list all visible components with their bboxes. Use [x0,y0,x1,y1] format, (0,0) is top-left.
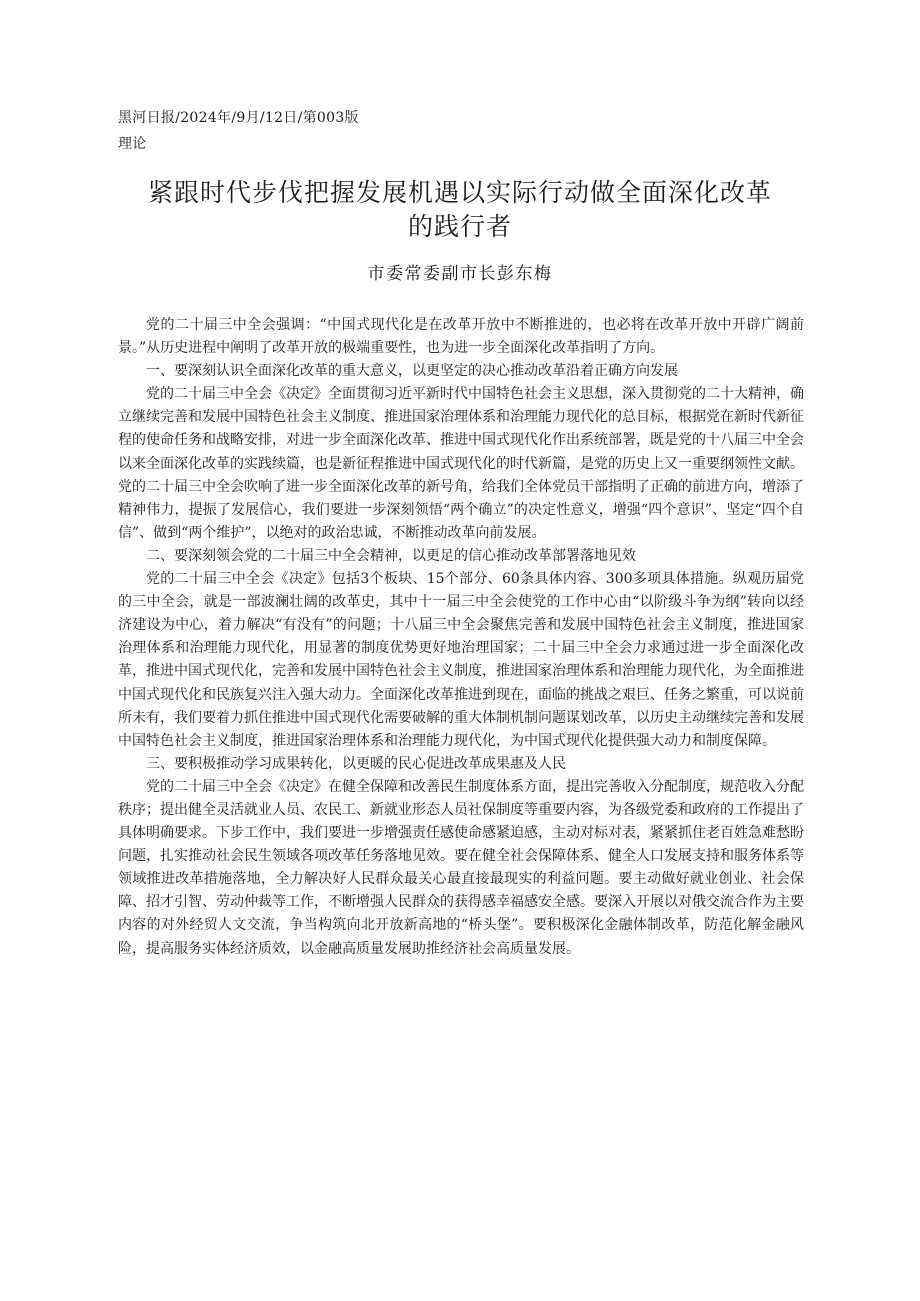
paragraph-section-2: 党的二十届三中全会《决定》包括3个板块、15个部分、60条具体内容、300多项具体措施。纵观历届党的三中全会，就是一部波澜壮阔的改革史，其中十一届三中全会使党的工作中心由“以阶级斗争为纲”转向以经济建设为中心，着力解决“有没有”的问题；十八届三中全会聚焦完善和发展中国特色社会主义制度，推进国家治理体系和治理能力现代化，用显著的制度优势更好地治理国家；二十届三中全会力求通过进一步全面深化改革，推进中国式现代化，完善和发展中国特色社会主义制度，推进国家治理体系和治理能力现代化，为全面推进中国式现代化和民族复兴注入强大动力。全面深化改革推进到现在，面临的挑战之艰巨、任务之繁重，可以说前所未有，我们要着力抓住推进中国式现代化需要破解的重大体制机制问题谋划改革，以历史主动继续完善和发展中国特色社会主义制度，推进国家治理体系和治理能力现代化，为中国式现代化提供强大动力和制度保障。 [118,571,804,749]
section-heading-3: 三、要积极推动学习成果转化，以更暖的民心促进改革成果惠及人民 [146,755,566,772]
paragraph-intro: 党的二十届三中全会强调：“中国式现代化是在改革开放中不断推进的，也必将在改革开放中开辟广阔前景。”从历史进程中阐明了改革开放的极端重要性，也为进一步全面深化改革指明了方向。 [118,317,804,357]
section-label: 理论 [118,136,147,152]
article-title [120,176,800,244]
author-byline: 市委常委副市长彭东梅 [367,264,553,284]
paragraph-section-1: 党的二十届三中全会《决定》全面贯彻习近平新时代中国特色社会主义思想，深入贯彻党的二十大精神，确立继续完善和发展中国特色社会主义制度、推进国家治理体系和治理能力现代化的总目标，根据党在新时代新征程的使命任务和战略安排，对进一步全面深化改革、推进中国式现代化作出系统部署，既是党的十八届三中全会以来全面深化改革的实践续篇，也是新征程推进中国式现代化的时代新篇，是党的历史上又一重要纲领性文献。党的二十届三中全会吹响了进一步全面深化改革的新号角，给我们全体党员干部指明了正确的前进方向，增添了精神伟力，提振了发展信心，我们要进一步深刻领悟“两个确立”的决定性意义，增强“四个意识”、坚定“四个自信”、做到“两个维护”，以绝对的政治忠诚，不断推动改革向前发展。 [118,386,804,541]
section-heading-1: 一、要深刻认识全面深化改革的重大意义，以更坚定的决心推动改革沿着正确方向发展 [146,363,678,380]
article-body [118,314,804,961]
publication-source: 黑河日报/2024年/9月/12日/第003版 [118,110,359,126]
paragraph-section-3: 党的二十届三中全会《决定》在健全保障和改善民生制度体系方面，提出完善收入分配制度，规范收入分配秩序；提出健全灵活就业人员、农民工、新就业形态人员社保制度等重要内容，为各级党委和政府的工作提出了具体明确要求。下步工作中，我们要进一步增强责任感使命感紧迫感，主动对标对表，紧紧抓住老百姓急难愁盼问题，扎实推动社会民生领域各项改革任务落地见效。要在健全社会保障体系、健全人口发展支持和服务体系等领域推进改革措施落地，全力解决好人民群众最关心最直接最现实的利益问题。要主动做好就业创业、社会保障、招才引智、劳动仲裁等工作，不断增强人民群众的获得感幸福感安全感。要深入开展以对俄交流合作为主要内容的对外经贸人文交流，争当构筑向北开放新高地的“桥头堡”。要积极深化金融体制改革，防范化解金融风险，提高服务实体经济质效，以金融高质量发展助推经济社会高质量发展。 [118,778,804,957]
article-title-line-1: 紧跟时代步伐把握发展机遇以实际行动做全面深化改革 [147,178,772,207]
article-title-line-2: 的践行者 [407,212,512,241]
section-heading-2: 二、要深刻领会党的二十届三中全会精神，以更足的信心推动改革部署落地见效 [146,547,636,564]
